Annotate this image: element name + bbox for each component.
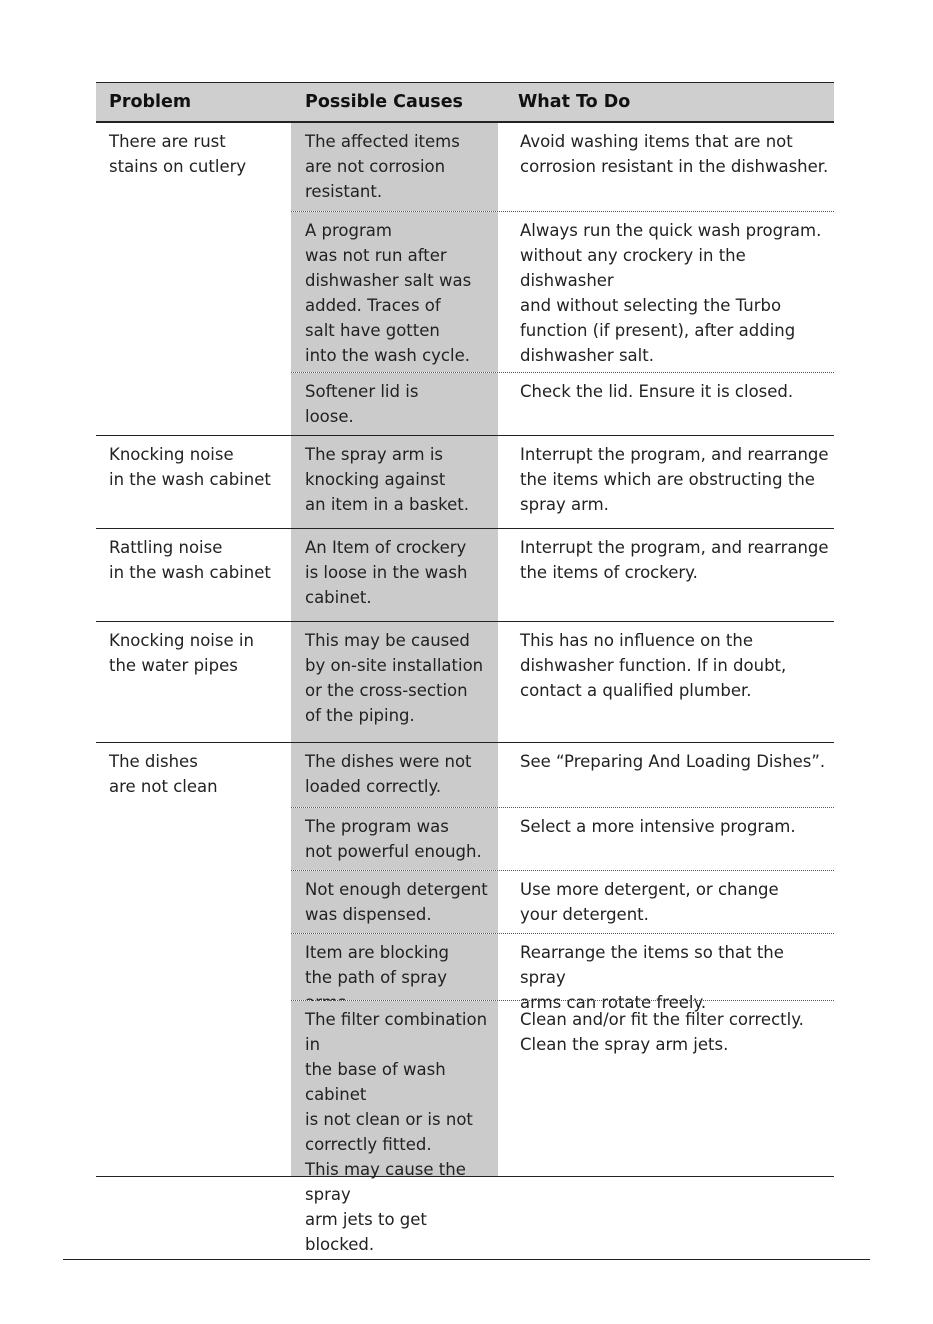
header-possible-causes: Possible Causes (305, 92, 463, 112)
todo-cell: Interrupt the program, and rearrange the items of crockery. (520, 538, 829, 582)
problem-group-rust-stains (96, 123, 834, 436)
problem-group-rattling-cabinet (96, 529, 834, 622)
todo-cell: Avoid washing items that are not corrosion resistant in the dishwasher. (520, 132, 829, 176)
troubleshooting-table (96, 82, 834, 1254)
problem-label: Rattling noise in the wash cabinet (109, 538, 271, 582)
problem-group-dishes-not-clean (96, 743, 834, 1254)
cause-cell: The program was not powerful enough. (291, 808, 498, 870)
table-row (291, 870, 834, 933)
todo-cell: Select a more intensive program. (520, 817, 796, 836)
table-row (291, 529, 834, 621)
table-row (291, 1000, 834, 1254)
header-what-to-do: What To Do (518, 92, 631, 112)
cause-cell: Item are blocking the path of spray (291, 934, 498, 1000)
table-header (96, 83, 834, 123)
todo-cell: This has no influence on the dishwasher function. If in doubt, contact a qualified plumber. (520, 631, 787, 700)
table-row (291, 211, 834, 372)
todo-cell: Always run the quick wash program. without any crockery in the dishwasher and without selecting the Turbo function (if present), after adding dishwasher salt. (520, 221, 822, 365)
problem-group-knocking-pipes (96, 622, 834, 743)
header-problem: Problem (109, 92, 192, 112)
problem-label: There are rust stains on cutlery (109, 132, 247, 176)
table-row (291, 807, 834, 870)
cause-cell: The filter combination in the base of wash cabinet is not clean or is not correctly fitted. This may cause the spray arm jets to get blocked. (291, 1001, 498, 1176)
todo-cell: Interrupt the program, and rearrange the items which are obstructing the spray arm. (520, 445, 829, 514)
cause-cell: The spray arm is knocking against an item in a basket. (291, 436, 498, 528)
cause-cell: Not enough detergent was dispensed. (291, 871, 498, 933)
todo-cell: See “Preparing And Loading Dishes”. (520, 752, 826, 771)
problem-label: The dishes are not clean (109, 752, 218, 796)
cause-cell: The affected items are not corrosion resistant. (291, 123, 498, 211)
cause-cell: The dishes were not loaded correctly. (291, 743, 498, 807)
problem-label: Knocking noise in the wash cabinet (109, 445, 271, 489)
table-row (291, 933, 834, 1012)
table-row (291, 436, 834, 528)
footer-divider (63, 1259, 870, 1260)
todo-cell: Use more detergent, or change your detergent. (520, 880, 779, 924)
todo-cell: Clean and/or fit the filter correctly. Clean the spray arm jets. (520, 1010, 804, 1054)
todo-cell: Rearrange the items so that the spray arms can rotate freely. (520, 943, 784, 1012)
table-row (291, 123, 834, 211)
table-row (291, 743, 834, 807)
cause-cell: This may be caused by on-site installation or the cross-section of the piping. (291, 622, 498, 742)
table-row (291, 372, 834, 435)
cause-cell: A program was not run after dishwasher salt was added. Traces of salt have gotten into the wash cycle. (291, 212, 498, 372)
problem-label: Knocking noise in the water pipes (109, 631, 254, 675)
cause-cell: An Item of crockery is loose in the wash cabinet. (291, 529, 498, 621)
problem-group-knocking-cabinet (96, 436, 834, 529)
cause-cell: Softener lid is loose. (291, 373, 498, 435)
todo-cell: Check the lid. Ensure it is closed. (520, 382, 794, 401)
table-row (291, 622, 834, 742)
